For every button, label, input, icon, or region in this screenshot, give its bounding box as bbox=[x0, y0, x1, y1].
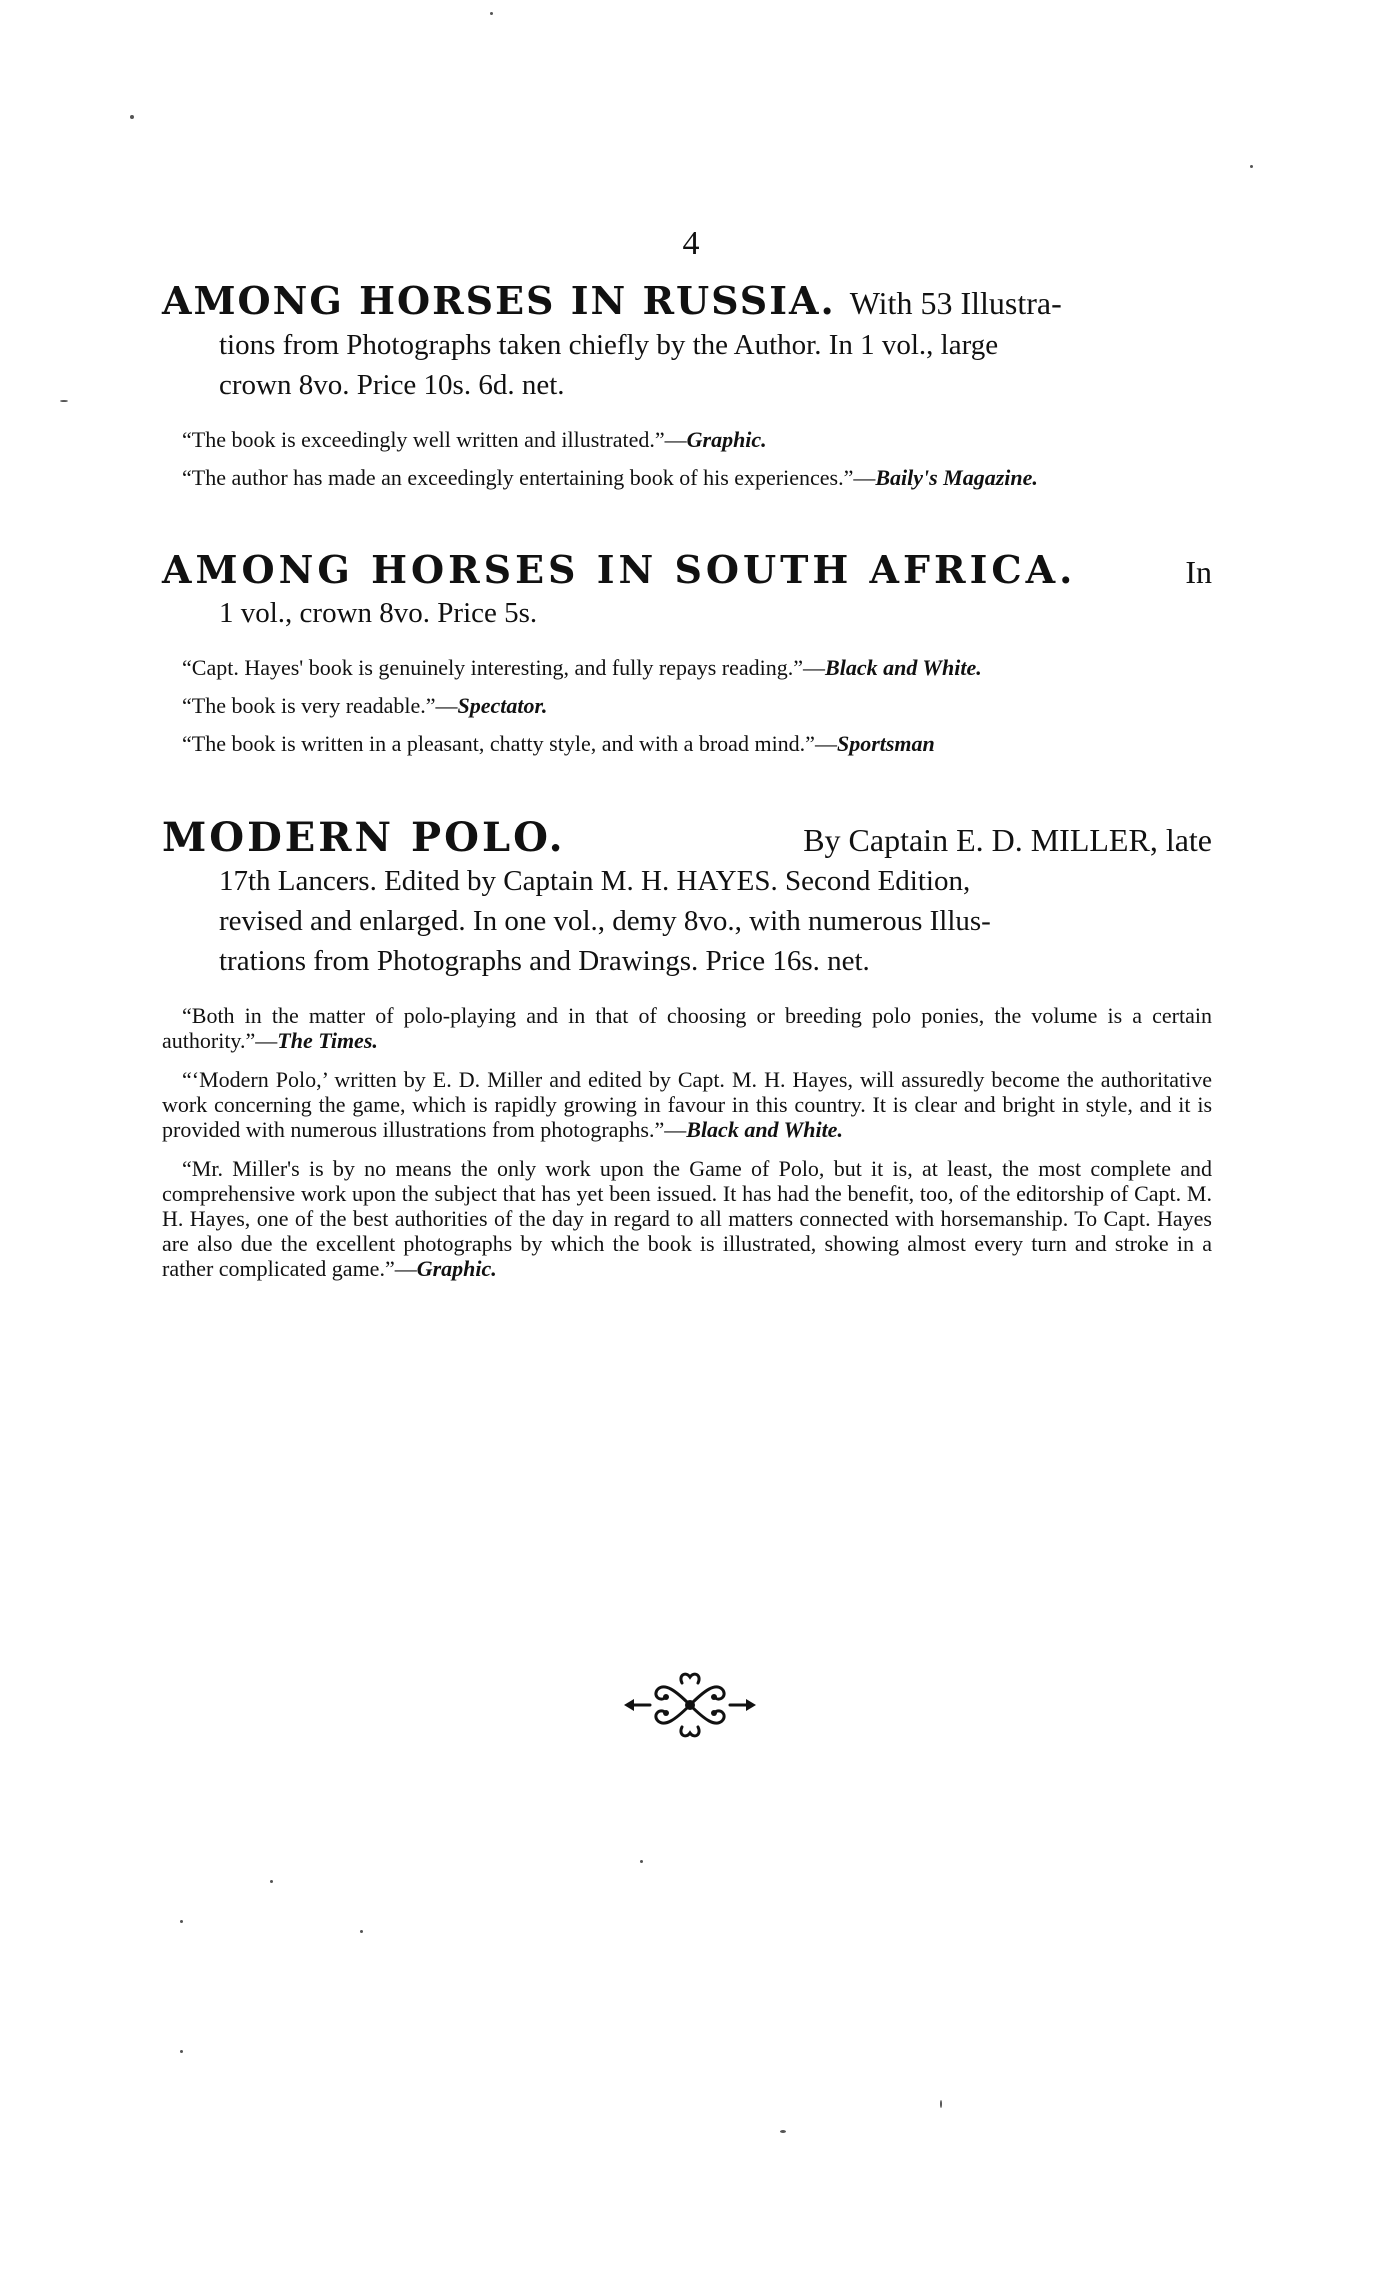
quote-source: Black and White. bbox=[825, 655, 982, 680]
catalogue-content bbox=[162, 280, 1212, 1301]
quote-text: “The book is very readable.”— bbox=[182, 693, 458, 718]
review-quote bbox=[162, 1067, 1212, 1142]
review-quote bbox=[162, 731, 1212, 757]
print-speck bbox=[1250, 165, 1253, 168]
entry-description-line: revised and enlarged. In one vol., demy 8vo., with numerous Illus- bbox=[219, 905, 991, 937]
quote-text: “The book is exceedingly well written and illustrated.”— bbox=[182, 427, 687, 452]
print-speck bbox=[640, 1860, 643, 1863]
entry-heading bbox=[162, 549, 1212, 593]
quote-text: “Both in the matter of polo-playing and in that of choosing or breeding polo ponies, the volume is a certain authority.”— bbox=[162, 1003, 1212, 1053]
entry-heading-tail: In bbox=[1185, 554, 1212, 590]
quote-source: Black and White. bbox=[686, 1117, 843, 1142]
quote-text: “The book is written in a pleasant, chatty style, and with a broad mind.”— bbox=[182, 731, 837, 756]
quote-source: Spectator. bbox=[457, 693, 548, 718]
entry-description-line: crown 8vo. Price 10s. 6d. net. bbox=[219, 369, 565, 401]
entry-among-horses-south-africa bbox=[162, 549, 1212, 757]
quote-text: “Mr. Miller's is by no means the only work upon the Game of Polo, but it is, at least, the most complete and comprehensive work upon the subject that has yet been issued. It has had the benefit, too, of the editorship of Capt. M. H. Hayes, one of the best authorities of the day in regard to all matters connected with horsemanship. To Capt. Hayes are also due the excellent photographs by which the book is illustrated, showing almost every turn and stroke in a rather complicated game.”— bbox=[162, 1156, 1212, 1281]
print-speck bbox=[180, 1920, 183, 1923]
print-speck bbox=[940, 2100, 942, 2108]
quote-source: Graphic. bbox=[686, 427, 767, 452]
print-speck bbox=[490, 12, 493, 15]
review-quotes bbox=[162, 655, 1212, 757]
print-speck bbox=[180, 2050, 183, 2053]
entry-heading-tail: By Captain E. D. MILLER, late bbox=[803, 822, 1212, 858]
quote-text: “Capt. Hayes' book is genuinely interesting, and fully repays reading.”— bbox=[182, 655, 826, 680]
quote-source: Baily's Magazine. bbox=[875, 465, 1038, 490]
entry-description-line: trations from Photographs and Drawings. Price 16s. net. bbox=[219, 945, 870, 977]
entry-heading-tail: With 53 Illustra- bbox=[849, 285, 1062, 321]
review-quotes bbox=[162, 1003, 1212, 1281]
print-speck bbox=[780, 2130, 786, 2133]
quote-source: Sportsman bbox=[836, 731, 935, 756]
review-quote bbox=[162, 693, 1212, 719]
review-quotes bbox=[162, 427, 1212, 491]
entry-description-line: 1 vol., crown 8vo. Price 5s. bbox=[219, 597, 538, 629]
quote-text: “‘Modern Polo,’ written by E. D. Miller and edited by Capt. M. H. Hayes, will assuredly become the authoritative work concerning the game, which is rapidly growing in favour in this country. It is clear and bright in style, and it is provided with numerous illustrations from photographs.”— bbox=[162, 1067, 1212, 1142]
entry-description-line: 17th Lancers. Edited by Captain M. H. HAYES. Second Edition, bbox=[219, 865, 971, 897]
entry-among-horses-russia bbox=[162, 280, 1212, 491]
review-quote bbox=[162, 427, 1212, 453]
entry-title: AMONG HORSES IN SOUTH AFRICA. bbox=[162, 547, 1077, 592]
entry-heading bbox=[162, 814, 1212, 861]
review-quote bbox=[162, 465, 1212, 491]
review-quote bbox=[162, 1156, 1212, 1281]
print-speck bbox=[130, 115, 134, 119]
print-speck bbox=[360, 1930, 363, 1933]
review-quote bbox=[162, 1003, 1212, 1053]
page-number: 4 bbox=[682, 225, 700, 262]
entry-description-line: tions from Photographs taken chiefly by the Author. In 1 vol., large bbox=[219, 329, 999, 361]
entry-title: AMONG HORSES IN RUSSIA. bbox=[162, 278, 836, 323]
entry-title: MODERN POLO. bbox=[162, 814, 566, 861]
quote-text: “The author has made an exceedingly entertaining book of his experiences.”— bbox=[182, 465, 876, 490]
quote-source: Graphic. bbox=[416, 1256, 497, 1281]
quote-source: The Times. bbox=[277, 1028, 378, 1053]
print-speck bbox=[270, 1880, 273, 1883]
print-speck bbox=[60, 400, 68, 402]
entry-heading bbox=[162, 280, 1212, 325]
fleuron-icon bbox=[620, 1665, 760, 1745]
review-quote bbox=[162, 655, 1212, 681]
entry-modern-polo bbox=[162, 814, 1212, 1281]
